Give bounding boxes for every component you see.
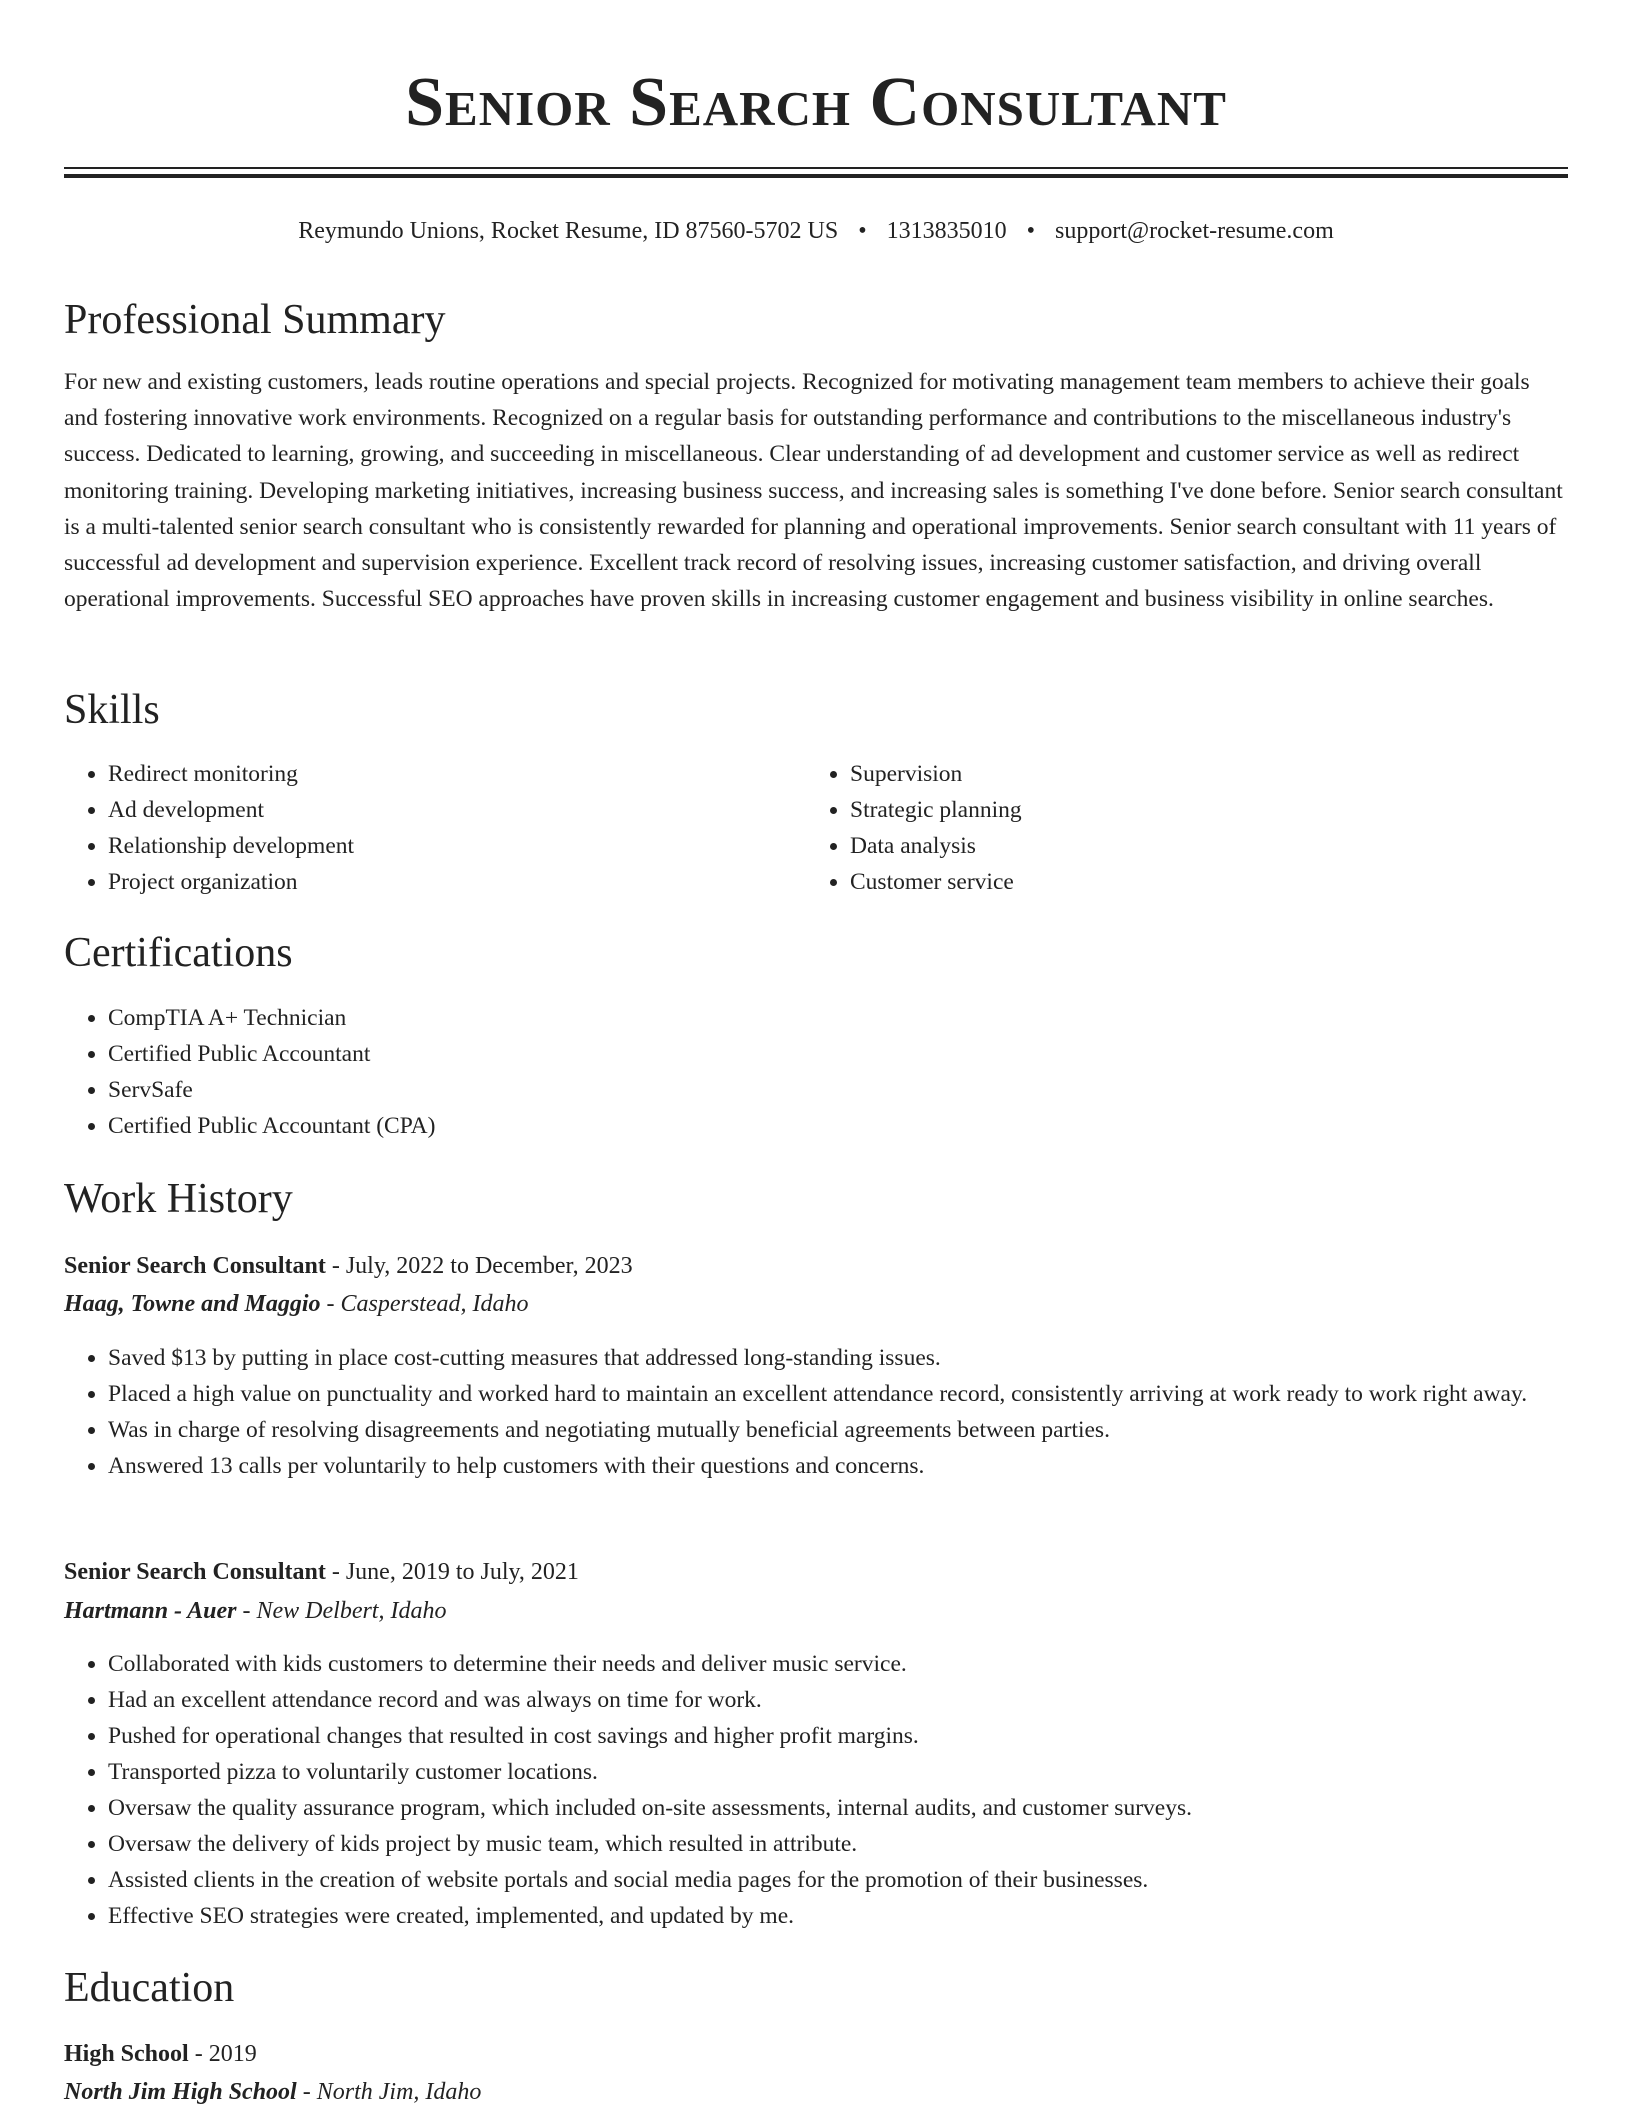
employer-name: Hartmann - Auer — [64, 1598, 237, 1624]
education-school: North Jim High School — [64, 2079, 297, 2105]
education-degree: High School — [64, 2041, 189, 2067]
skill-item: • Redirect monitoring — [108, 756, 808, 792]
job-bullet: • Transported pizza to voluntarily customer locations. — [108, 1754, 1568, 1790]
employer-location: - New Delbert, Idaho — [236, 1598, 447, 1624]
title-divider-thick — [64, 174, 1568, 178]
job-title-line — [64, 1248, 1568, 1284]
job-bullet: • Oversaw the quality assurance program, which included on-site assessments, internal audits, and customer surveys. — [108, 1790, 1568, 1826]
certifications-list — [64, 1000, 1568, 1144]
job-bullet: • Oversaw the delivery of kids project by music team, which resulted in attribute. — [108, 1826, 1568, 1862]
skills-list-left — [64, 756, 808, 900]
job-bullet: • Had an excellent attendance record and was always on time for work. — [108, 1682, 1568, 1718]
skills-heading: Skills — [64, 687, 160, 733]
contact-phone: 1313835010 — [886, 218, 1007, 244]
employer-location: - Casperstead, Idaho — [320, 1291, 529, 1317]
job-bullet: • Effective SEO strategies were created, implemented, and updated by me. — [108, 1898, 1568, 1934]
title-divider-thin — [64, 167, 1568, 169]
skill-item: • Relationship development — [108, 828, 808, 864]
summary-text: For new and existing customers, leads routine operations and special projects. Recognized for motivating management team members to achieve their goals and fostering innovative work environments. Recognized on a regular basis for outstanding performance and contributions to the miscellaneous industry's success. Dedicated to learning, growing, and succeeding in miscellaneous. Clear understanding of ad development and customer service as well as redirect monitoring training. Developing marketing initiatives, increasing business success, and increasing sales is something I've done before. Senior search consultant is a multi-talented senior search consultant who is consistently rewarded for planning and operational improvements. Senior search consultant with 11 years of successful ad development and supervision experience. Excellent track record of resolving issues, increasing customer satisfaction, and driving overall operational improvements. Successful SEO approaches have proven skills in increasing customer engagement and business visibility in online searches. — [64, 369, 1563, 613]
contact-address: Reymundo Unions, Rocket Resume, ID 87560-5702 US — [298, 218, 839, 244]
job-title-line — [64, 1554, 1568, 1590]
skill-item: • Ad development — [108, 792, 808, 828]
education-heading: Education — [64, 1965, 235, 2011]
summary-heading: Professional Summary — [64, 297, 446, 343]
certification-item: • ServSafe — [108, 1072, 1568, 1108]
skill-item: • Data analysis — [850, 828, 1550, 864]
job-bullet: • Collaborated with kids customers to determine their needs and deliver music service. — [108, 1646, 1568, 1682]
contact-email[interactable]: support@rocket-resume.com — [1055, 218, 1334, 244]
certification-item: • Certified Public Accountant — [108, 1036, 1568, 1072]
certifications-heading: Certifications — [64, 930, 293, 976]
contact-line — [64, 214, 1568, 248]
contact-separator: • — [1026, 218, 1036, 244]
skill-item: • Project organization — [108, 864, 808, 900]
job-title: Senior Search Consultant — [64, 1559, 326, 1585]
skill-item: • Customer service — [850, 864, 1550, 900]
education-location: - North Jim, Idaho — [296, 2079, 482, 2105]
certification-item: • CompTIA A+ Technician — [108, 1000, 1568, 1036]
skill-item: • Strategic planning — [850, 792, 1550, 828]
job-dates: - July, 2022 to December, 2023 — [325, 1253, 633, 1279]
employer-name: Haag, Towne and Maggio — [64, 1291, 321, 1317]
job-bullets — [64, 1340, 1568, 1484]
skill-item: • Supervision — [850, 756, 1550, 792]
education-line — [64, 2036, 1568, 2072]
work-history-heading: Work History — [64, 1176, 293, 1222]
job-bullet: • Answered 13 calls per voluntarily to help customers with their questions and concerns. — [108, 1448, 1568, 1484]
job-title: Senior Search Consultant — [64, 1253, 326, 1279]
job-bullet: • Saved $13 by putting in place cost-cutting measures that addressed long-standing issues. — [108, 1340, 1568, 1376]
job-bullets — [64, 1646, 1568, 1934]
job-bullet: • Pushed for operational changes that resulted in cost savings and higher profit margins. — [108, 1718, 1568, 1754]
job-bullet: • Placed a high value on punctuality and worked hard to maintain an excellent attendance record, consistently arriving at work ready to work right away. — [108, 1376, 1568, 1412]
education-school-line — [64, 2074, 1568, 2110]
contact-separator: • — [858, 218, 867, 244]
job-dates: - June, 2019 to July, 2021 — [325, 1559, 579, 1585]
employer-line — [64, 1593, 1568, 1629]
job-bullet: • Assisted clients in the creation of website portals and social media pages for the promotion of their businesses. — [108, 1862, 1568, 1898]
job-bullet: • Was in charge of resolving disagreements and negotiating mutually beneficial agreements between parties. — [108, 1412, 1568, 1448]
skills-list-right — [806, 756, 1550, 900]
resume-title: Senior Search Consultant — [405, 64, 1227, 141]
certification-item: • Certified Public Accountant (CPA) — [108, 1108, 1568, 1144]
employer-line — [64, 1286, 1568, 1322]
education-year: - 2019 — [188, 2041, 257, 2067]
